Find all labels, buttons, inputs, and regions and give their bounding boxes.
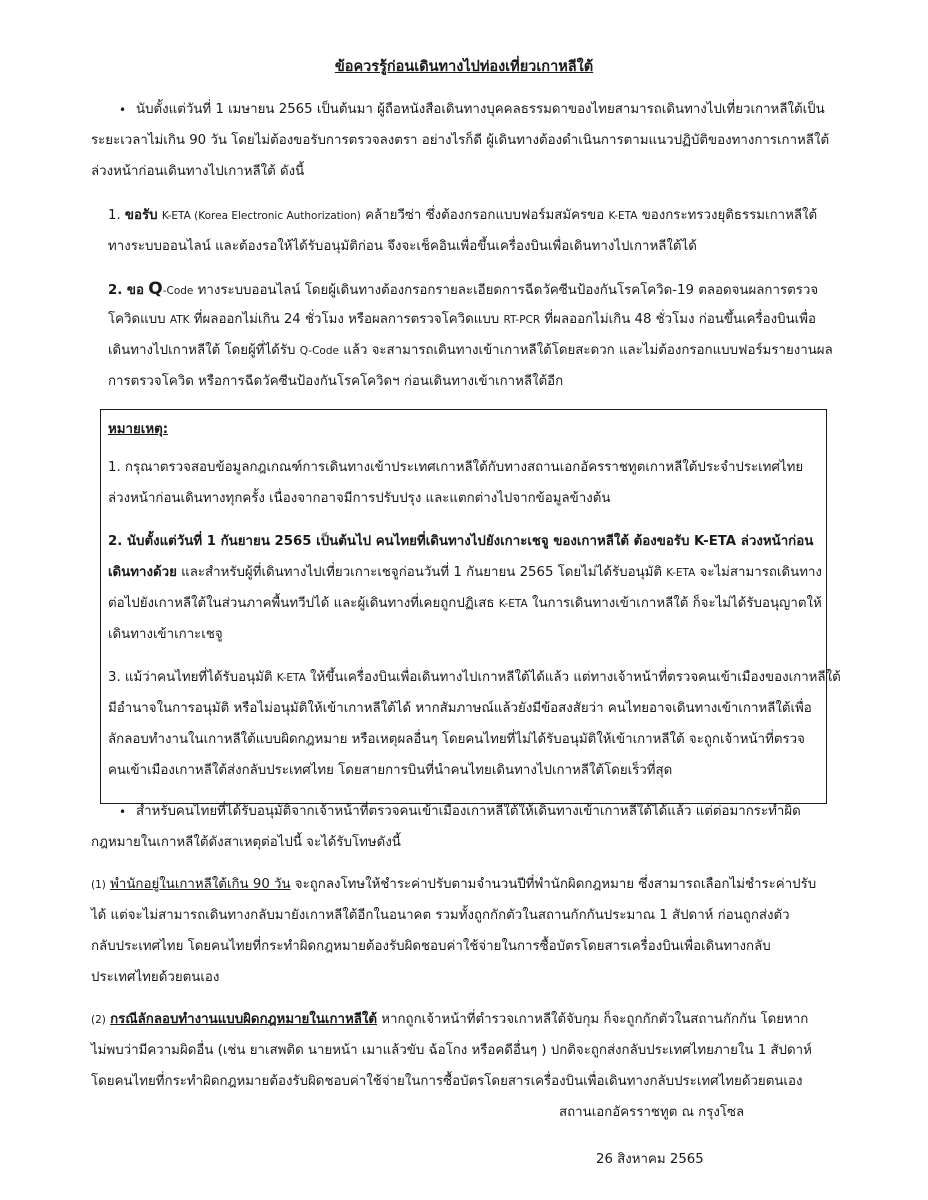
penalty1-line-4: ประเทศไทยด้วยตนเอง — [91, 970, 220, 985]
note2-text-d: ในการเดินทางเข้าเกาหลีใต้ ก็จะไม่ได้รับอนุญาตให้ — [531, 596, 822, 611]
item2-text-a: โควิดแบบ — [108, 312, 166, 327]
note3-line-2: มีอำนาจในการอนุมัติ หรือไม่อนุมัติให้เข้าเกาหลีใต้ได้ หากสัมภาษณ์แล้วยังมีข้อสงสัยว่า คนไทยอาจเดินทางเข้าเกาหลีใต้เพื่อ — [108, 701, 812, 716]
item2-number: 2. ขอ — [108, 283, 145, 298]
note2-text-b: จะไม่สามารถเดินทาง — [699, 565, 822, 580]
penalty2-text: หากถูกเจ้าหน้าที่ตำรวจเกาหลีใต้จับกุม ก็จะถูกกักตัวในสถานกักกัน โดยหาก — [381, 1012, 809, 1027]
item2-code: -Code — [162, 285, 194, 297]
note3-keta: K-ETA — [276, 672, 306, 684]
item2-line-4: การตรวจโควิด หรือการฉีดวัคซีนป้องกันโรคโควิดฯ ก่อนเดินทางเข้าเกาหลีใต้อีก — [108, 374, 564, 389]
penalty1-line-1 — [91, 870, 816, 900]
item2-line-2 — [108, 305, 816, 335]
item2-text-e: แล้ว จะสามารถเดินทางเข้าเกาหลีใต้โดยสะดวก และไม่ต้องกรอกแบบฟอร์มรายงานผล — [343, 343, 833, 358]
item1-number: 1. — [108, 208, 121, 223]
note2-line-1: 2. นับตั้งแต่วันที่ 1 กันยายน 2565 เป็นต้นไป คนไทยที่เดินทางไปยังเกาะเชจู ของเกาหลีใต้ ต้องขอรับ K-ETA ล่วงหน้าก่อน — [108, 534, 814, 549]
note1-line-1: 1. กรุณาตรวจสอบข้อมูลกฎเกณฑ์การเดินทางเข้าประเทศเกาหลีใต้กับทางสถานเอกอัครราชทูตเกาหลีใต้ประจำประเทศไทย — [108, 460, 804, 475]
penalty1-line-3: กลับประเทศไทย โดยคนไทยที่กระทำผิดกฎหมายต้องรับผิดชอบค่าใช้จ่ายในการซื้อบัตรโดยสารเครื่องบินเพื่อเดินทางกลับ — [91, 939, 771, 954]
item2-text: ทางระบบออนไลน์ โดยผู้เดินทางต้องกรอกรายละเอียดการฉีดวัคซีนป้องกันโรคโควิด-19 ตลอดจนผลการตรวจ — [197, 283, 819, 298]
note-heading: หมายเหตุ: — [108, 422, 169, 437]
item1-keta-full: K-ETA (Korea Electronic Authorization) — [161, 210, 361, 222]
after-line-1: สำหรับคนไทยที่ได้รับอนุมัติจากเจ้าหน้าที่ตรวจคนเข้าเมืองเกาหลีใต้ให้เดินทางเข้าเกาหลีใต้ได้แล้ว แต่ต่อมากระทำผิด — [136, 804, 801, 819]
penalty2-line-3: โดยคนไทยที่กระทำผิดกฎหมายต้องรับผิดชอบค่าใช้จ่ายในการซื้อบัตรโดยสารเครื่องบินเพื่อเดินทางกลับประเทศไทยด้วยตนเอง — [91, 1074, 803, 1089]
note2-keta-2: K-ETA — [498, 598, 528, 610]
page-title: ข้อควรรู้ก่อนเดินทางไปท่องเที่ยวเกาหลีใต้ — [334, 59, 594, 75]
penalty1-line-2: ได้ แต่จะไม่สามารถเดินทางกลับมายังเกาหลีใต้อีกในอนาคต รวมทั้งถูกกักตัวในสถานกักกันประมาณ 1 สัปดาห์ ก่อนถูกส่งตัว — [91, 908, 790, 923]
signature-org: สถานเอกอัครราชทูต ณ กรุงโซล — [559, 1105, 745, 1120]
item2-text-c: ที่ผลออกไม่เกิน 48 ชั่วโมง ก่อนขึ้นเครื่องบินเพื่อ — [544, 312, 816, 327]
note2-line-4: เดินทางเข้าเกาะเชจู — [108, 627, 223, 642]
item2-qcode: Q-Code — [299, 345, 339, 357]
item1-text-end: ของกระทรวงยุติธรรมเกาหลีใต้ — [641, 208, 818, 223]
item2-rtpcr: RT-PCR — [503, 314, 541, 326]
signature-date: 26 สิงหาคม 2565 — [596, 1152, 704, 1167]
item2-q: Q — [148, 279, 163, 299]
penalty2-line-1 — [91, 1005, 808, 1035]
item1-bold: ขอรับ — [124, 208, 158, 223]
item2-text-d: เดินทางไปเกาหลีใต้ โดยผู้ที่ได้รับ — [108, 343, 296, 358]
penalty1-underlined: พำนักอยู่ในเกาหลีใต้เกิน 90 วัน — [110, 877, 291, 892]
item1-text: คล้ายวีซ่า ซึ่งต้องกรอกแบบฟอร์มสมัครขอ — [365, 208, 605, 223]
item1-line-2: ทางระบบออนไลน์ และต้องรอให้ได้รับอนุมัติก่อน จึงจะเช็คอินเพื่อขึ้นเครื่องบินเพื่อเดินทางไปเกาหลีใต้ได้ — [108, 239, 697, 254]
item2-line-1 — [108, 274, 818, 306]
note3-line-1 — [108, 663, 841, 693]
note3-line-3: ลักลอบทำงานในเกาหลีใต้แบบผิดกฎหมาย หรือเหตุผลอื่นๆ โดยคนไทยที่ไม่ได้รับอนุมัติให้เข้าเกาหลีใต้ จะถูกเจ้าหน้าที่ตรวจ — [108, 732, 805, 747]
note2-line-2 — [108, 558, 822, 588]
note3-text-b: ให้ขึ้นเครื่องบินเพื่อเดินทางไปเกาหลีใต้ได้แล้ว แต่ทางเจ้าหน้าที่ตรวจคนเข้าเมืองของเกาหลีใต้ — [310, 670, 841, 685]
bullet-icon: • — [119, 805, 127, 819]
penalty2-underlined: กรณีลักลอบทำงานแบบผิดกฎหมายในเกาหลีใต้ — [110, 1012, 378, 1027]
note2-bold: เดินทางด้วย — [108, 565, 177, 580]
intro-line-2: ระยะเวลาไม่เกิน 90 วัน โดยไม่ต้องขอรับการตรวจลงตรา อย่างไรก็ดี ผู้เดินทางต้องดำเนินการตามแนวปฏิบัติของทางการเกาหลีใต้ — [91, 133, 830, 148]
after-line-2: กฎหมายในเกาหลีใต้ดังสาเหตุต่อไปนี้ จะได้รับโทษดังนี้ — [91, 835, 401, 850]
item1-line-1 — [108, 201, 817, 231]
intro-line-1: นับตั้งแต่วันที่ 1 เมษายน 2565 เป็นต้นมา ผู้ถือหนังสือเดินทางบุคคลธรรมดาของไทยสามารถเดินทางไปเที่ยวเกาหลีใต้เป็น — [136, 102, 825, 117]
penalty1-text: จะถูกลงโทษให้ชำระค่าปรับตามจำนวนปีที่พำนักผิดกฎหมาย ซึ่งสามารถเลือกไม่ชำระค่าปรับ — [294, 877, 817, 892]
item1-keta: K-ETA — [608, 210, 638, 222]
item2-atk: ATK — [169, 314, 190, 326]
note1-line-2: ล่วงหน้าก่อนเดินทางทุกครั้ง เนื่องจากอาจมีการปรับปรุง และแตกต่างไปจากข้อมูลข้างต้น — [108, 491, 611, 506]
note2-line-3 — [108, 589, 822, 619]
intro-line-3: ล่วงหน้าก่อนเดินทางไปเกาหลีใต้ ดังนี้ — [91, 164, 305, 179]
note2-keta: K-ETA — [666, 567, 696, 579]
bullet-icon: • — [119, 103, 127, 117]
note2-text-a: และสำหรับผู้ที่เดินทางไปเที่ยวเกาะเชจูก่อนวันที่ 1 กันยายน 2565 โดยไม่ได้รับอนุมัติ — [181, 565, 663, 580]
note3-line-4: คนเข้าเมืองเกาหลีใต้ส่งกลับประเทศไทย โดยสายการบินที่นำคนไทยเดินทางไปเกาหลีใต้โดยเร็วที่สุด — [108, 763, 673, 778]
penalty2-number: (2) — [91, 1014, 106, 1026]
penalty1-number: (1) — [91, 879, 106, 891]
penalty2-line-2: ไม่พบว่ามีความผิดอื่น (เช่น ยาเสพติด นายหน้า เมาแล้วขับ ฉ้อโกง หรือคดีอื่นๆ ) ปกติจะถูกส่งกลับประเทศไทยภายใน 1 สัปดาห์ — [91, 1043, 812, 1058]
note2-text-c: ต่อไปยังเกาหลีใต้ในส่วนภาคพื้นทวีปได้ และผู้เดินทางที่เคยถูกปฏิเสธ — [108, 596, 495, 611]
item2-text-b: ที่ผลออกไม่เกิน 24 ชั่วโมง หรือผลการตรวจโควิดแบบ — [193, 312, 500, 327]
note3-text-a: 3. แม้ว่าคนไทยที่ได้รับอนุมัติ — [108, 670, 273, 685]
item2-line-3 — [108, 336, 833, 366]
